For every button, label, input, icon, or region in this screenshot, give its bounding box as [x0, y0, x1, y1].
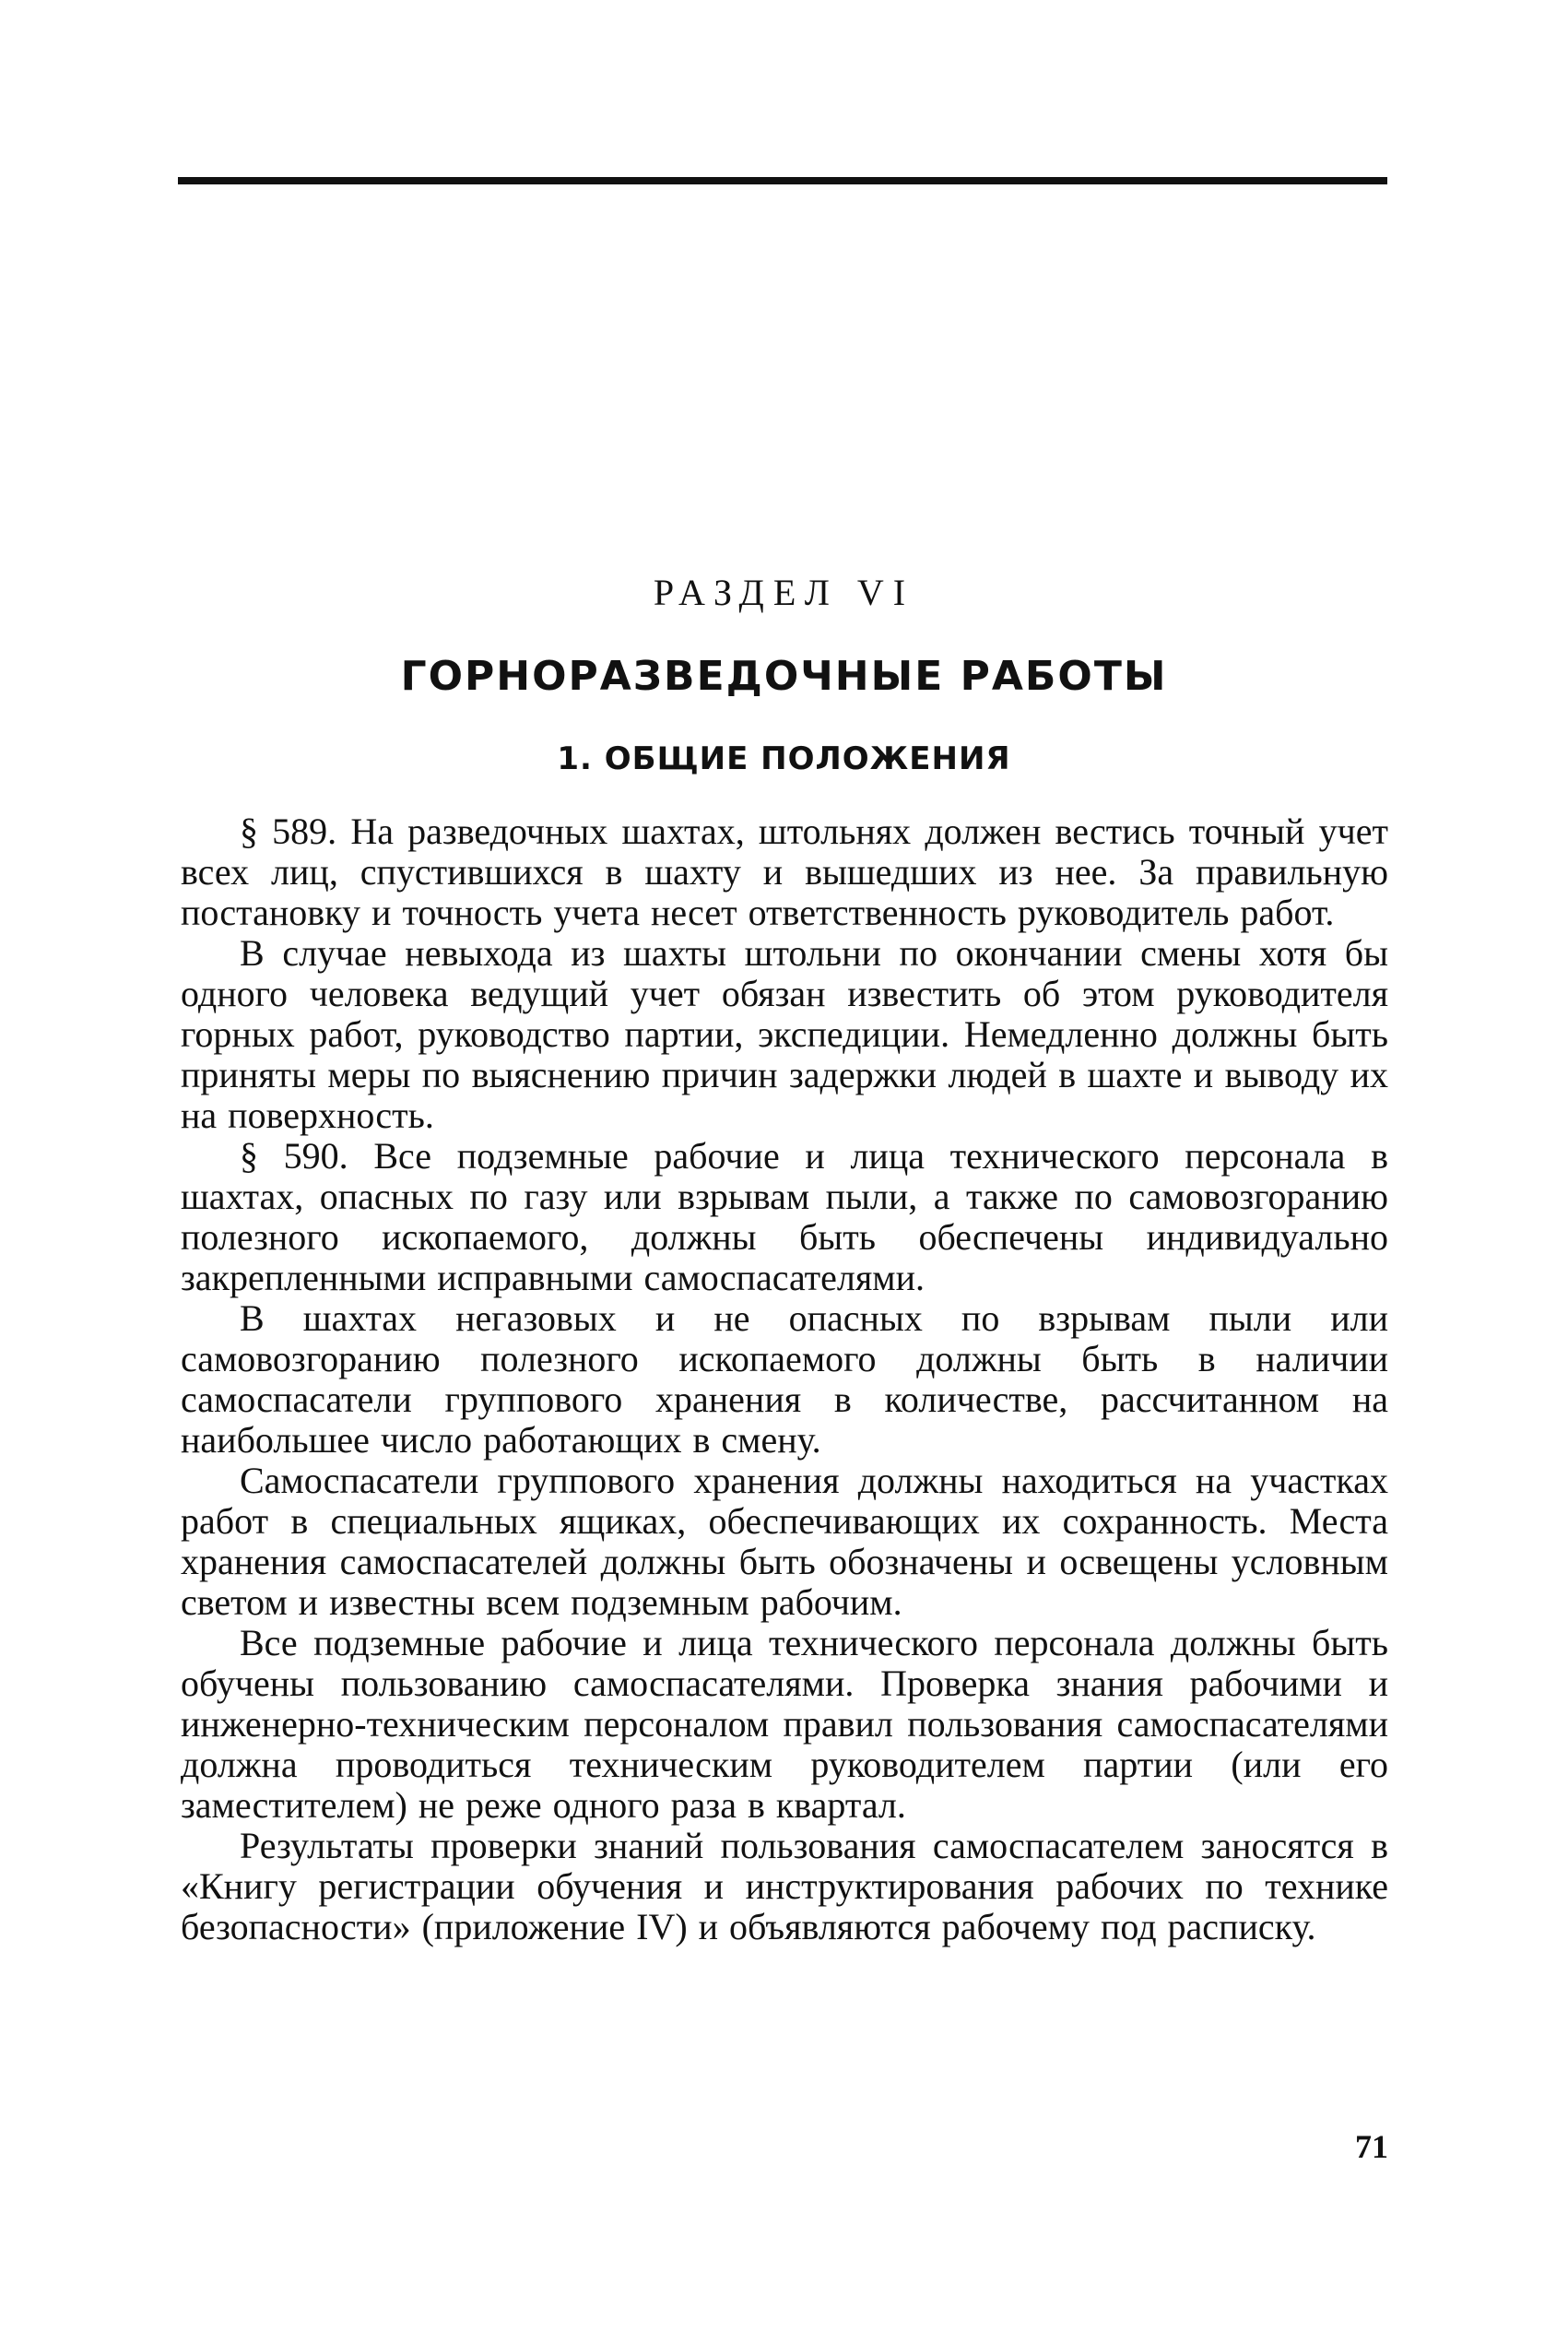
paragraph-589: § 589. На разведочных шахтах, штольнях должен вестись точный учет всех лиц, спустившихся в шахту и вышедших из нее. За правильную постановку и точность учета несет ответственность руководитель работ.: [181, 811, 1388, 933]
page-number: 71: [1355, 2128, 1388, 2165]
section-title: ГОРНОРАЗВЕДОЧНЫЕ РАБОТЫ: [400, 653, 1168, 700]
paragraph-590-group-storage: В шахтах негазовых и не опасных по взрывам пыли или самовозгоранию полезного ископаемого должны быть в наличии самоспасатели группового хранения в количестве, рассчитанном на наибольшее число работающих в смену.: [181, 1297, 1388, 1461]
subsection-title: 1. ОБЩИЕ ПОЛОЖЕНИЯ: [557, 740, 1011, 777]
paragraph-590: § 590. Все подземные рабочие и лица технического персонала в шахтах, опасных по газу или взрывам пыли, а также по самовозгоранию полезного ископаемого, должны быть обеспечены индивидуально закрепленными исправными самоспасателями.: [181, 1135, 1388, 1298]
section-label: РАЗДЕЛ VI: [653, 572, 915, 613]
body-text: [181, 811, 1388, 1947]
paragraph-589-continued: В случае невыхода из шахты штольни по окончании смены хотя бы одного человека ведущий учет обязан известить об этом руководителя горных работ, руководство партии, экспедиции. Немедленно должны быть приняты меры по выяснению причин задержки людей в шахте и выводу их на поверхность.: [181, 932, 1388, 1136]
top-rule-divider: [178, 177, 1387, 184]
paragraph-590-training: Все подземные рабочие и лица технического персонала должны быть обучены пользованию самоспасателями. Проверка знания рабочими и инженерно-техническим персоналом правил пользования самоспасателями должна проводиться техническим руководителем партии (или его заместителем) не реже одного раза в квартал.: [181, 1622, 1388, 1826]
paragraph-590-storage-places: Самоспасатели группового хранения должны находиться на участках работ в специальных ящиках, обеспечивающих их сохранность. Места хранения самоспасателей должны быть обозначены и освещены условным светом и известны всем подземным рабочим.: [181, 1460, 1388, 1623]
paragraph-590-results: Результаты проверки знаний пользования самоспасателем заносятся в «Книгу регистрации обучения и инструктирования рабочих по технике безопасности» (приложение IV) и объявляются рабочему под расписку.: [181, 1825, 1388, 1947]
